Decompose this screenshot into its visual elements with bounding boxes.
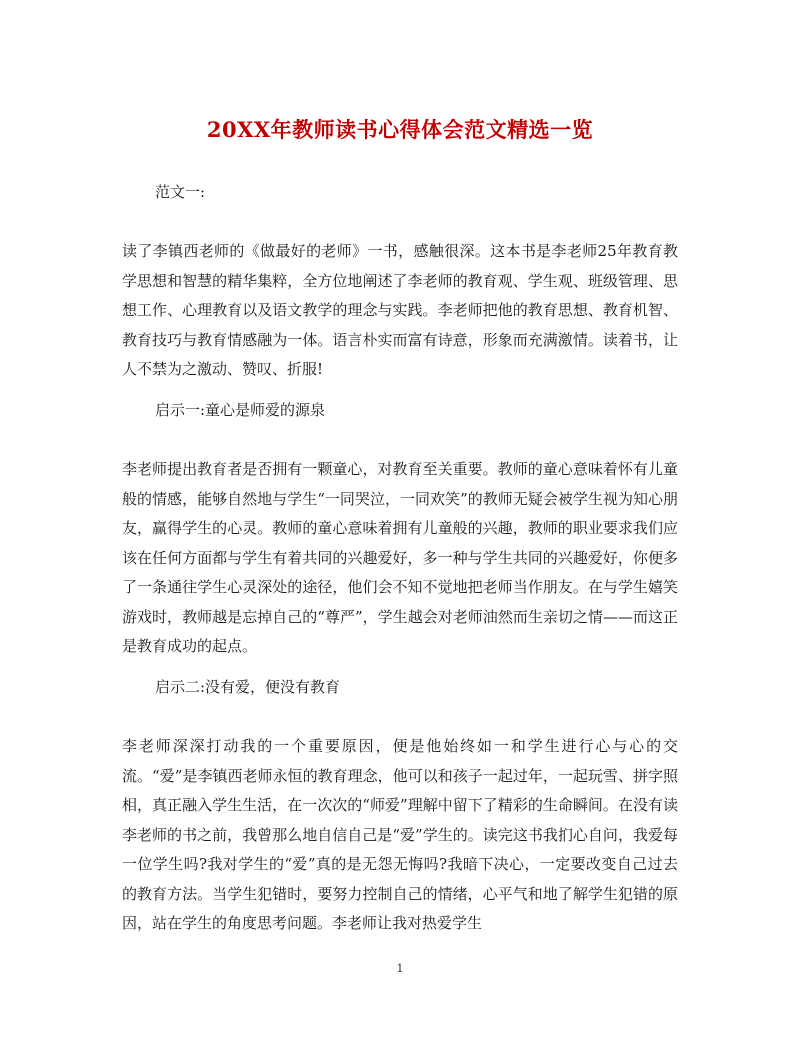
paragraph-1: 读了李镇西老师的《做最好的老师》一书，感触很深。这本书是李老师25年教育教学思想和智慧的精华集粹，全方位地阐述了李老师的教育观、学生观、班级管理、思想工作、心理教育以及语文教学的理念与实践。李老师把他的教育思想、教育机智、教育技巧与教育情感融为一体。语言朴实而富有诗意，形象而充满激情。读着书，让人不禁为之激动、赞叹、折服! xyxy=(122,242,678,378)
section-label-2: 启示一:童心是师爱的源泉 xyxy=(155,401,326,419)
page-number: 1 xyxy=(396,962,404,975)
document-title: 20XX年教师读书心得体会范文精选一览 xyxy=(206,117,594,142)
section-label-3: 启示二:没有爱，便没有教育 xyxy=(155,678,341,696)
paragraph-3: 李老师深深打动我的一个重要原因，便是他始终如一和学生进行心与心的交流。“爱”是李镇西老师永恒的教育理念，他可以和孩子一起过年，一起玩雪、拼字照相，真正融入学生生活，在一次次的“师爱”理解中留下了精彩的生命瞬间。在没有读李老师的书之前，我曾那么地自信自己是“爱”学生的。读完这书我扪心自问，我爱每一位学生吗?我对学生的“爱”真的是无怨无悔吗?我暗下决心，一定要改变自己过去的教育方法。当学生犯错时，要努力控制自己的情绪，心平气和地了解学生犯错的原因，站在学生的角度思考问题。李老师让我对热爱学生 xyxy=(122,737,678,932)
paragraph-2: 李老师提出教育者是否拥有一颗童心，对教育至关重要。教师的童心意味着怀有儿童般的情感，能够自然地与学生“一同哭泣，一同欢笑”的教师无疑会被学生视为知心朋友，赢得学生的心灵。教师的童心意味着拥有儿童般的兴趣，教师的职业要求我们应该在任何方面都与学生有着共同的兴趣爱好，多一种与学生共同的兴趣爱好，你便多了一条通往学生心灵深处的途径，他们会不知不觉地把老师当作朋友。在与学生嬉笑游戏时，教师越是忘掉自己的“尊严”，学生越会对老师油然而生亲切之情——而这正是教育成功的起点。 xyxy=(122,460,678,655)
section-label-1: 范文一: xyxy=(155,183,206,201)
